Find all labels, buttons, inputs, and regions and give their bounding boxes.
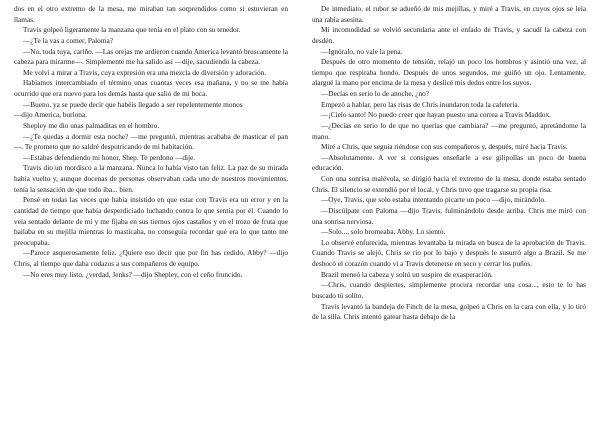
paragraph: Empezó a hablar, pero las risas de Chris inundaron toda la cafetería. [321,99,520,109]
paragraph: Mi incomodidad se volvió secundaria ante el enfado de Travis, y sacudí la cabeza con desdén. [312,25,586,45]
paragraph: Después de otro momento de tensión, relajó un poco los hombros y asintió una vez, al tiempo que respiraba hondo. Después de unos segundos, me guiñó un ojo. Lentamente, alargué la mano por encima de la mesa y deslicé mis dedos entre los suyos. [312,57,586,88]
paragraph: —No, toda tuya, cariño. —Las orejas me ardieron cuando America levantó bruscamente la cabeza para mirarme—. Simplemente me ha salido así —dije, sacudiendo la cabeza. [14,46,288,67]
paragraph: —Chris, cuando despiertes, simplemente procura recordar una cosa..., esto te lo has buscado tú solito. [312,280,586,300]
paragraph: —¿Te quedas a dormir esta noche? —me preguntó, mientras acababa de masticar el pan—. Te prometo que no saldré despotricando de mi habitación. [14,131,288,152]
paragraph: —Bueno, ya se puede decir que habéis llegado a ser repelentemente monos [23,99,243,109]
paragraph: —Ignóralo, no vale la pena. [321,46,403,56]
text-column-right [312,4,586,428]
paragraph: —¡Cielo santo! No puedo creer que hayan puesto una correa a Travis Maddox. [321,110,551,120]
paragraph: Travis dio un mordisco a la manzana. Nunca lo había visto tan feliz. La paz de su mirada había vuelto y, aunque docenas de personas observaban cada uno de nuestros movimientos, tenía la sensación de que todo iba... bien. [14,163,288,194]
paragraph: dos en el otro extremo de la mesa, me miraban tan sorprendidos como si estuvieran en llamas. [14,4,288,24]
paragraph: —Discúlpate con Paloma —dijo Travis, fulminándolo desde arriba. Chris me miró con una sonrisa nerviosa. [312,205,586,226]
paragraph: Lo observé enfurecida, mientras levantaba la mirada en busca de la aprobación de Travis. Cuando Travis se alejó, Chris se rio por lo bajo y después le susurró algo a Brazil. Se me desbocó el corazón cuando vi a Travis detenerse en seco y cerrar los puños. [312,237,586,268]
paragraph: —¿Te la vas a comer, Paloma? [23,35,113,45]
paragraph: —dijo America, burlona. [14,110,87,120]
paragraph: Miré a Chris, que seguía riéndose con sus compañeros y, después, miré hacia Travis. [321,142,568,152]
paragraph: De inmediato, el rubor se adueñó de mis mejillas, y miré a Travis, en cuyos ojos se leía una rabia asesina. [312,4,586,24]
paragraph: Shepley me dio unas palmaditas en el hombro. [23,120,160,130]
paragraph: —Absolutamente. A ver si consigues enseñarle a ese gilipollas un poco de buena educación. [312,152,586,173]
paragraph: Pensé en todas las veces que había insistido en que estar con Travis era un error y en la cantidad de tiempo que había desperdiciado luchando contra lo que sentía por él. Cuando lo veía sentado delante de mí y me fijaba en sus tiernos ojos castaños y en el trozo de fruta que bailaba en su mejilla mientras lo masticaba, no conseguía recordar qué era lo que tanto me preocupaba. [14,195,288,247]
paragraph: —Solo..., solo bromeaba, Abby. Lo siento. [321,227,446,237]
paragraph: —Decías en serio lo de anoche, ¿no? [321,89,429,98]
paragraph: —Oye, Travis, que solo estaba intentando picarte un poco —dijo, mirándolo. [321,195,546,205]
paragraph: —Estabas defendiendo mi honor, Shep. Te perdono —dije. [23,152,196,162]
paragraph: Travis golpeó ligeramente la manzana que tenía en el plato con su tenedor. [23,25,241,35]
paragraph: Me volví a mirar a Travis, cuya expresión era una mezcla de diversión y adoración. [23,67,267,77]
paragraph: —Parece asquerosamente feliz. ¿Quiere eso decir que por fin has cedido, Abby? —dijo Chris, al tiempo que daba codazos a sus compañeros de equipo. [14,248,288,268]
paragraph: Brazil meneó la cabeza y soltó un suspiro de exasperación. [321,269,493,279]
paragraph: —¿Decías en serio lo de que no querías que cambiara? —me preguntó, apretándome la mano. [312,120,586,141]
paragraph: —No eres muy listo, ¿verdad, Jenks? —dijo Shepley, con el ceño fruncido. [23,269,243,279]
text-column-left [14,4,288,428]
paragraph: Con una sonrisa malévola, se dirigió hacia el extremo de la mesa, donde estaba sentado Chris. El silencio se extendió por el local, y Chris tuvo que tragarse su propia risa. [312,174,586,194]
paragraph: Habíamos intercambiado el término unas cuantas veces esa mañana, y no se me había ocurrido que era nuevo para los demás hasta que salió de mi boca. [14,78,288,98]
paragraph: Travis levantó la bandeja de Finch de la mesa, golpeó a Chris en la cara con ella, y lo tiró de la silla. Chris intentó gatear hasta debajo de la [312,301,586,322]
